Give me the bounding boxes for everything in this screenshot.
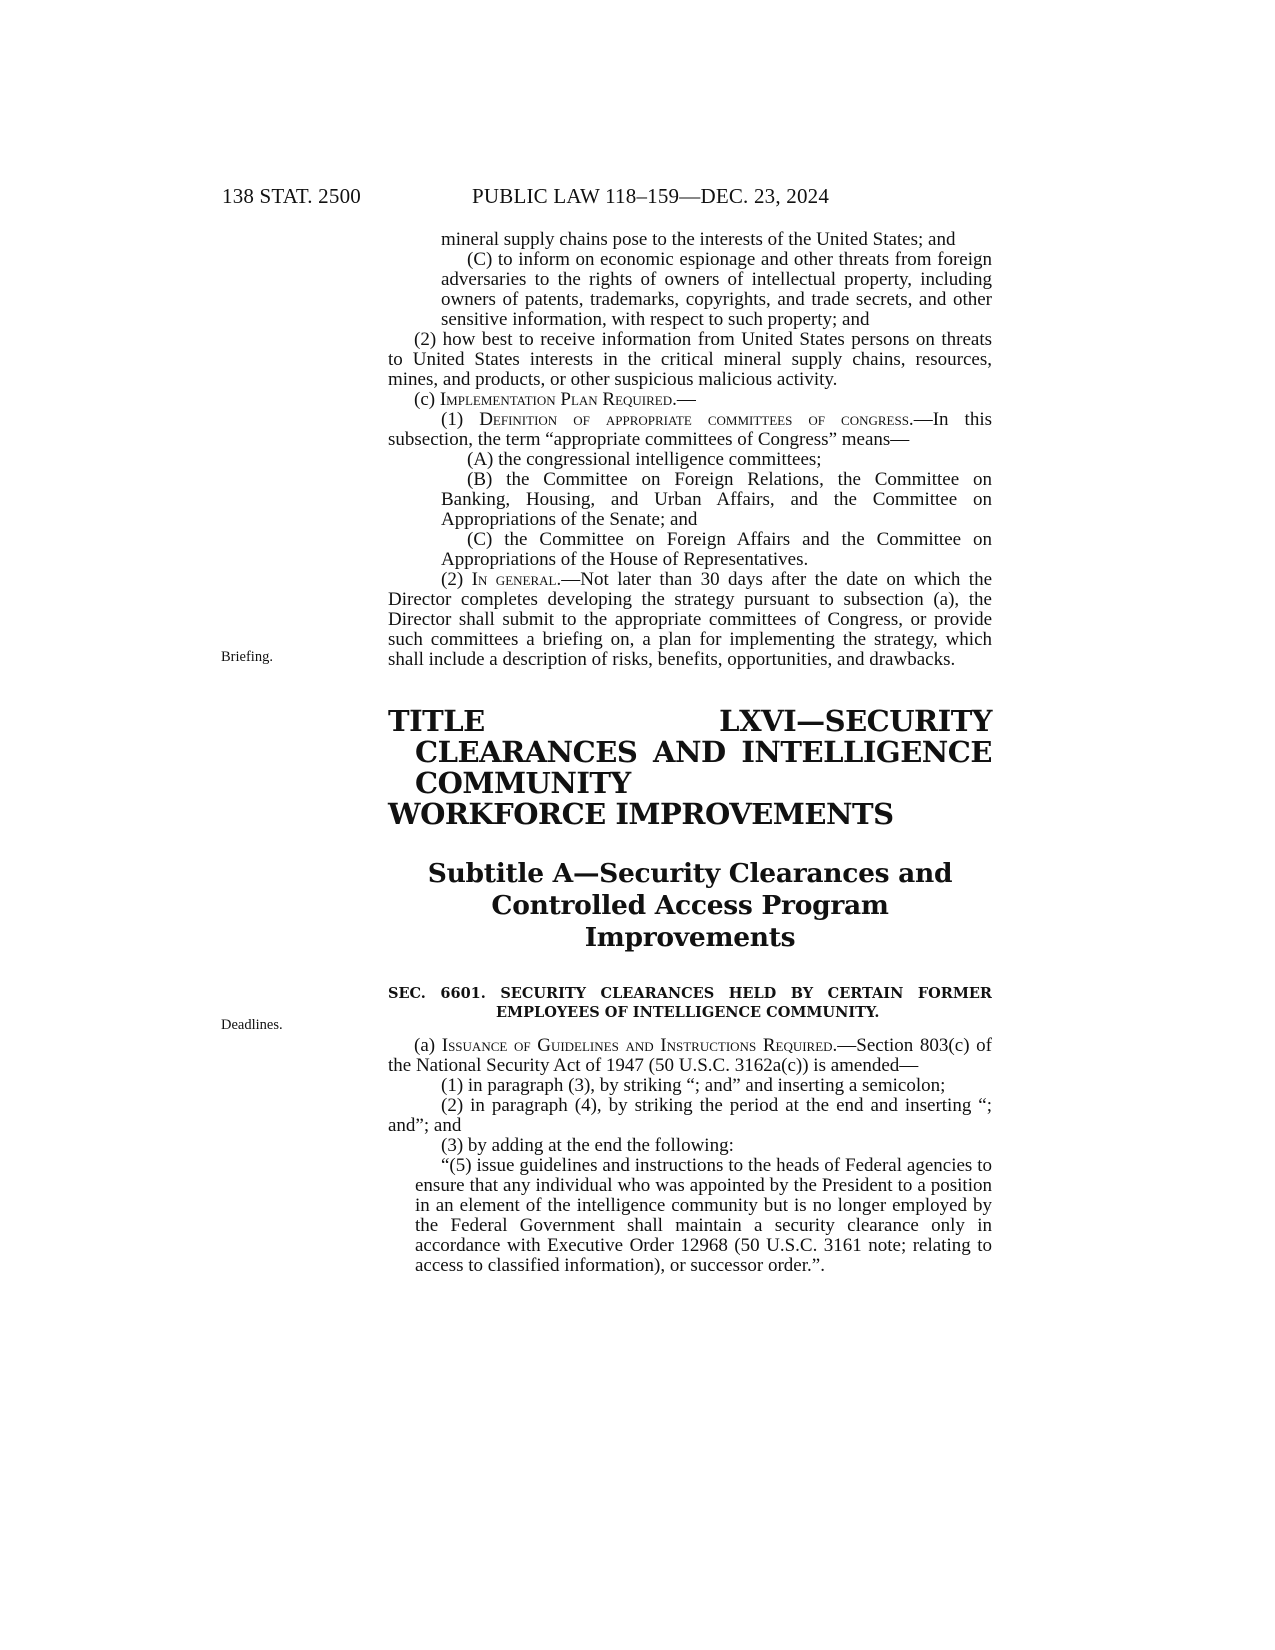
spacer [388,1022,992,1036]
paragraph-b-C: (C) to inform on economic espionage and other threats from foreign adversaries to the rights of owners of intellectual property, including owners of patents, trademarks, copyrights, and trade secrets, and other sensitive information, with respect to such property; and [441,249,992,330]
paragraph-c-2-heading: In general. [471,569,562,590]
paragraph-c-1-label: (1) [441,409,480,430]
stat-page-number: 138 STAT. 2500 [222,184,361,208]
subsection-6601-a-heading: Issuance of Guidelines and Instructions Required. [441,1035,838,1056]
paragraph-c-1-heading: Definition of appropriate committees of congress. [479,409,914,430]
amendment-item-1: (1) in paragraph (3), by striking “; and” and inserting a semicolon; [441,1075,946,1096]
paragraph-c-1-B: (B) the Committee on Foreign Relations, the Committee on Banking, Housing, and Urban Affairs, and the Committee on Appropriations of the Senate; and [441,469,992,530]
subsection-6601-a [388,1036,992,1076]
title-heading [388,706,992,830]
paragraph-c-1-C: (C) the Committee on Foreign Affairs and the Committee on Appropriations of the House of Representatives. [441,529,992,570]
title-heading-line1: TITLE LXVI—SECURITY CLEARANCES AND INTELLIGENCE COMMUNITY [388,704,992,800]
page-body [388,230,992,1276]
subsection-c-title: Implementation Plan Required.— [439,389,696,410]
running-head [222,184,992,214]
subsection-c-heading [388,390,992,410]
paragraph-c-1-text: —In this subsection, the term “appropriate committees of Congress” means— [388,409,992,450]
section-6601-heading [388,984,992,1022]
subsection-6601-a-text: —Section 803(c) of the National Security Act of 1947 (50 U.S.C. 3162a(c)) is amended— [388,1035,992,1076]
subtitle-heading-line1: Subtitle A—Security Clearances and [427,858,953,889]
quoted-paragraph-5: “(5) issue guidelines and instructions to the heads of Federal agencies to ensure that any individual who was appointed by the President to a position in an element of the intelligence community but is no longer employed by the Federal Government shall maintain a security clearance only in accordance with Executive Order 12968 (50 U.S.C. 3161 note; relating to access to classified information), or successor order.”. [415,1155,992,1276]
paragraph-b-2: (2) how best to receive information from United States persons on threats to United States interests in the critical mineral supply chains, resources, mines, and products, or other suspicious malicious activity. [388,329,992,390]
section-6601-heading-line2: EMPLOYEES OF INTELLIGENCE COMMUNITY. [496,1004,880,1021]
paragraph-c-2 [388,570,992,670]
subsection-6601-a-label: (a) [414,1035,442,1056]
subtitle-heading-line2: Controlled Access Program Improvements [491,890,889,953]
paragraph-c-2-label: (2) [441,569,472,590]
margin-note-deadlines: Deadlines. [221,1017,283,1033]
amendment-item-3: (3) by adding at the end the following: [441,1135,734,1156]
margin-note-briefing: Briefing. [221,649,273,665]
subtitle-heading [388,858,992,954]
public-law-title: PUBLIC LAW 118–159—DEC. 23, 2024 [472,184,830,208]
section-6601-heading-line1: SEC. 6601. SECURITY CLEARANCES HELD BY CERTAIN FORMER [388,985,992,1002]
amendment-item-2: (2) in paragraph (4), by striking the period at the end and inserting “; and”; and [388,1095,992,1136]
paragraph-b-cont-1: mineral supply chains pose to the interests of the United States; and [441,229,956,250]
paragraph-c-1 [388,410,992,450]
paragraph-c-2-text: —Not later than 30 days after the date on which the Director completes developing the strategy pursuant to subsection (a), the Director shall submit to the appropriate committees of Congress, or provide such committees a briefing on, a plan for implementing the strategy, which shall include a description of risks, benefits, opportunities, and drawbacks. [388,569,992,670]
subsection-c-label: (c) [414,389,440,410]
title-heading-line2: WORKFORCE IMPROVEMENTS [388,797,894,831]
paragraph-c-1-A: (A) the congressional intelligence committees; [467,449,822,470]
